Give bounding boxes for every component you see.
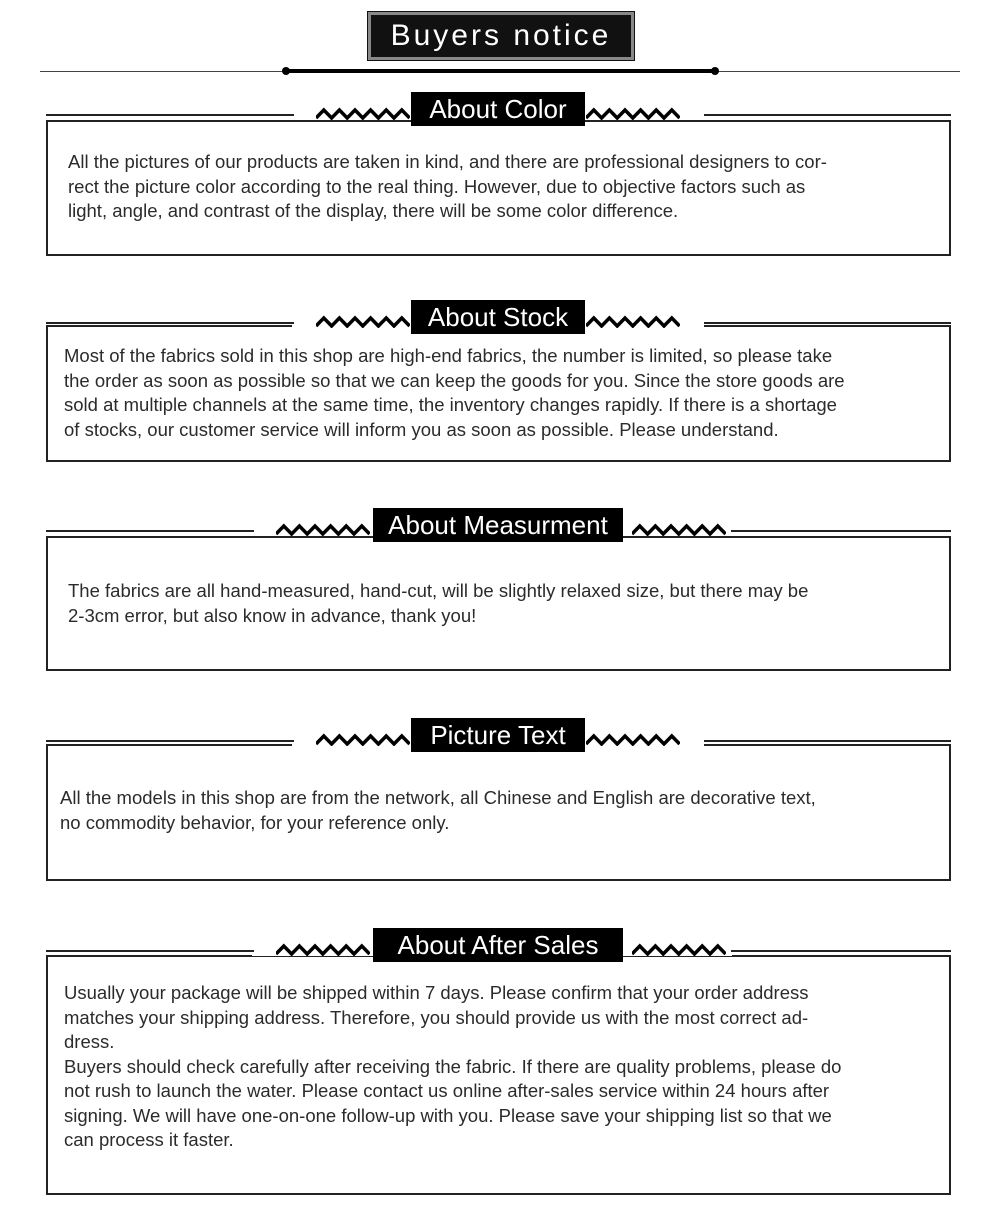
rule-dot-right (711, 67, 719, 75)
section-title: About Measurment (373, 508, 623, 542)
section-box (46, 536, 951, 671)
section-heading (0, 718, 1000, 758)
section-box (46, 955, 951, 1195)
section-box (46, 744, 951, 881)
zigzag-right-icon (586, 106, 680, 120)
zigzag-left-icon (316, 314, 410, 328)
heading-line-left (46, 322, 294, 324)
rule-dot-left (282, 67, 290, 75)
section-text: Most of the fabrics sold in this shop are high-end fabrics, the number is limited, so please take the order as soon as possible so that we can keep the goods for you. Since the store goods are sold at multiple channels at the same time, the inventory changes rapidly. If there is a shortage of stocks, our customer service will inform you as soon as possible. Please understand. (64, 345, 845, 440)
heading-line-right (731, 950, 951, 952)
heading-line-left (46, 740, 294, 742)
zigzag-left-icon (276, 522, 370, 536)
section-heading (0, 508, 1000, 548)
section-text: The fabrics are all hand-measured, hand-cut, will be slightly relaxed size, but there may be 2-3cm error, but also know in advance, thank you! (68, 580, 809, 626)
heading-line-right (731, 530, 951, 532)
section-box (46, 325, 951, 462)
zigzag-left-icon (316, 732, 410, 746)
zigzag-right-icon (632, 522, 726, 536)
zigzag-left-icon (316, 106, 410, 120)
section-title: About After Sales (373, 928, 623, 962)
zigzag-right-icon (586, 314, 680, 328)
heading-line-left (46, 530, 254, 532)
section-heading (0, 92, 1000, 132)
section-box (46, 120, 951, 256)
section-text: All the pictures of our products are taken in kind, and there are professional designers to cor- rect the picture color according to the real thing. However, due to objective factors such as light, angle, and contrast of the display, there will be some color difference. (68, 151, 827, 221)
section-text: All the models in this shop are from the network, all Chinese and English are decorative text, no commodity behavior, for your reference only. (60, 787, 816, 833)
page-title: Buyers notice (368, 12, 634, 60)
section-text: Usually your package will be shipped within 7 days. Please confirm that your order address matches your shipping address. Therefore, you should provide us with the most correct ad- dress. Buyers should check carefully after receiving the fabric. If there are quality problems, please do not rush to launch the water. Please contact us online after-sales service within 24 hours after signing. We will have one-on-one follow-up with you. Please save your shipping list so that we can process it faster. (64, 982, 842, 1150)
heading-line-right (704, 740, 951, 742)
zigzag-left-icon (276, 942, 370, 956)
zigzag-right-icon (632, 942, 726, 956)
heading-line-left (46, 114, 294, 116)
heading-line-left (46, 950, 254, 952)
section-title: About Stock (411, 300, 585, 334)
section-title: About Color (411, 92, 585, 126)
section-heading (0, 928, 1000, 968)
heading-line-right (704, 114, 951, 116)
zigzag-right-icon (586, 732, 680, 746)
header-rule-bold (286, 69, 716, 73)
section-title: Picture Text (411, 718, 585, 752)
heading-line-right (704, 322, 951, 324)
section-heading (0, 300, 1000, 340)
